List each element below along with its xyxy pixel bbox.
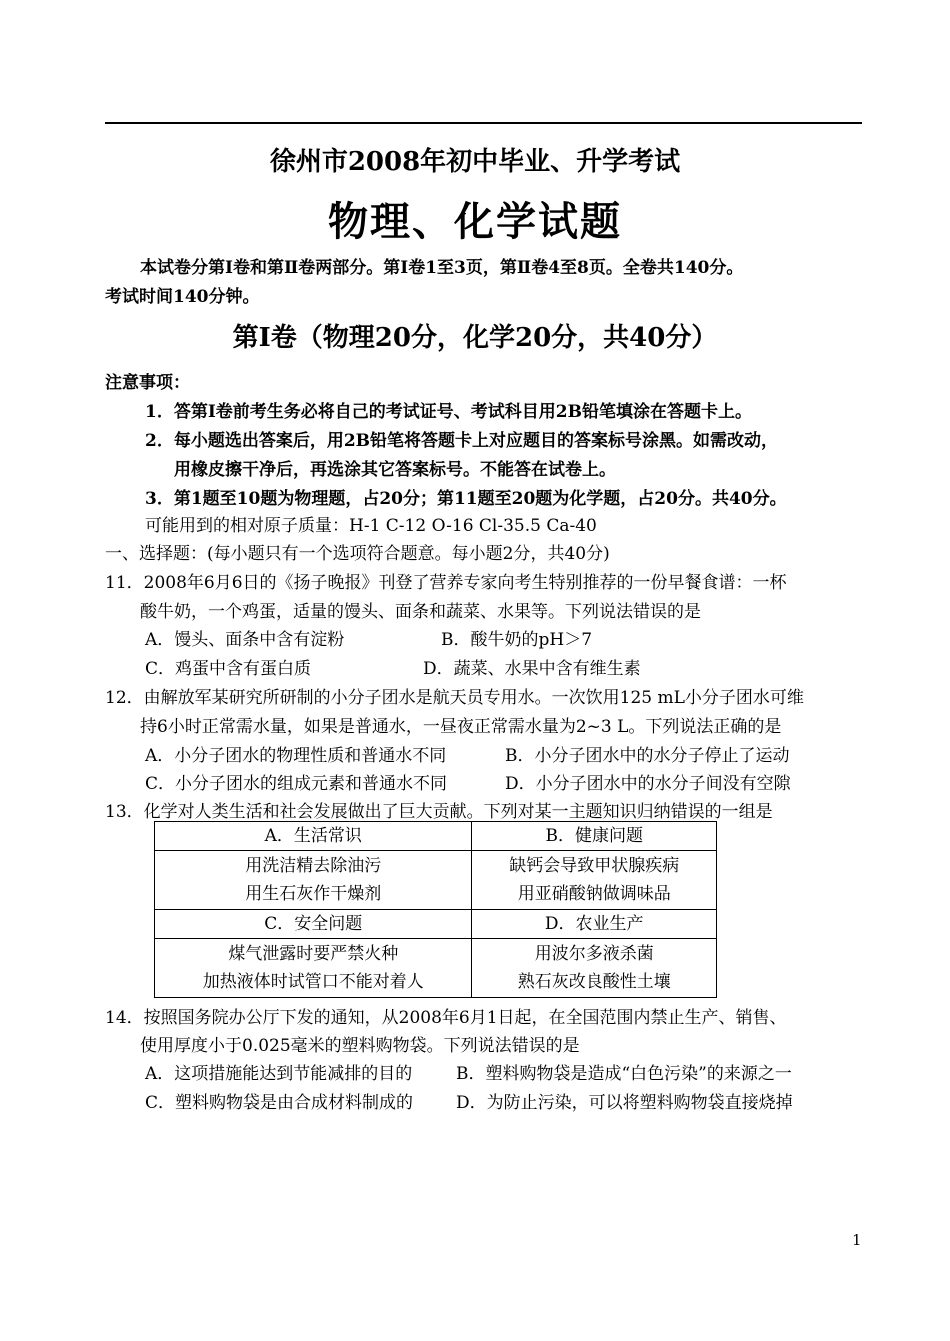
- notes-heading: 注意事项：: [105, 373, 190, 393]
- q12-stem-line-2: 持6小时正常需水量，如果是普通水，一昼夜正常需水量为2~3 L。下列说法正确的是: [140, 717, 782, 737]
- exam-title: 徐州市2008年初中毕业、升学考试: [269, 147, 681, 177]
- q14-stem-line-2: 使用厚度小于0.025毫米的塑料购物袋。下列说法错误的是: [140, 1036, 580, 1056]
- q11-option-c: C．鸡蛋中含有蛋白质: [145, 659, 312, 679]
- q11-stem-line-2: 酸牛奶，一个鸡蛋，适量的馒头、面条和蔬菜、水果等。下列说法错误的是: [140, 602, 701, 622]
- q13-stem: 13．化学对人类生活和社会发展做出了巨大贡献。下列对某一主题知识归纳错误的一组是: [105, 802, 773, 822]
- table-b-line-2: 用亚硝酸钠做调味品: [517, 884, 671, 904]
- intro-line-2: 考试时间140分钟。: [105, 287, 260, 307]
- part-1-heading: 一、选择题：(每小题只有一个选项符合题意。每小题2分，共40分): [105, 544, 610, 564]
- q12-stem-line-1: 12．由解放军某研究所研制的小分子团水是航天员专用水。一次饮用125 mL小分子团水可维: [105, 688, 804, 708]
- q12-option-d: D．小分子团水中的水分子间没有空隙: [505, 774, 791, 794]
- table-d-line-1: 用波尔多液杀菌: [534, 944, 654, 964]
- q14-option-b: B．塑料购物袋是造成“白色污染”的来源之一: [456, 1064, 792, 1084]
- section-1-title: 第Ⅰ卷（物理20分，化学20分，共40分）: [232, 323, 718, 353]
- q11-stem-line-1: 11．2008年6月6日的《扬子晚报》刊登了营养专家向考生特别推荐的一份早餐食谱：一杯: [105, 573, 787, 593]
- table-b-line-1: 缺钙会导致甲状腺疾病: [509, 856, 680, 876]
- intro-line-1: 本试卷分第Ⅰ卷和第Ⅱ卷两部分。第Ⅰ卷1至3页，第Ⅱ卷4至8页。全卷共140分。: [140, 258, 744, 278]
- q14-option-c: C．塑料购物袋是由合成材料制成的: [145, 1093, 414, 1113]
- q12-option-b: B．小分子团水中的水分子停止了运动: [505, 746, 790, 766]
- table-cell-b-body: [472, 851, 717, 910]
- table-cell-c-body: [155, 939, 472, 998]
- table-c-line-2: 加热液体时试管口不能对着人: [202, 972, 424, 992]
- q14-option-a: A．这项措施能达到节能减排的目的: [145, 1064, 413, 1084]
- atomic-mass-list: 可能用到的相对原子质量：H-1 C-12 O-16 Cl-35.5 Ca-40: [145, 516, 597, 536]
- note-item-2-line-1: 2．每小题选出答案后，用2B铅笔将答题卡上对应题目的答案标号涂黑。如需改动，: [145, 431, 779, 451]
- q12-option-a: A．小分子团水的物理性质和普通水不同: [145, 746, 447, 766]
- page-number: 1: [852, 1231, 862, 1249]
- q11-option-d: D．蔬菜、水果中含有维生素: [423, 659, 641, 679]
- table-c-line-1: 煤气泄露时要严禁火种: [228, 944, 399, 964]
- top-rule: [105, 122, 862, 124]
- q12-option-c: C．小分子团水的组成元素和普通水不同: [145, 774, 448, 794]
- q11-option-b: B．酸牛奶的pH＞7: [441, 630, 593, 650]
- note-item-1: 1．答第Ⅰ卷前考生务必将自己的考试证号、考试科目用2B铅笔填涂在答题卡上。: [145, 402, 752, 422]
- table-a-line-2: 用生石灰作干燥剂: [245, 884, 382, 904]
- q11-option-a: A．馒头、面条中含有淀粉: [145, 630, 345, 650]
- table-cell-b-header: B．健康问题: [472, 822, 717, 851]
- table-cell-c-header: C．安全问题: [155, 910, 472, 939]
- table-cell-a-body: [155, 851, 472, 910]
- note-item-3: 3．第1题至10题为物理题，占20分；第11题至20题为化学题，占20分。共40分。: [145, 489, 787, 509]
- q14-option-d: D．为防止污染，可以将塑料购物袋直接烧掉: [456, 1093, 793, 1113]
- table-cell-d-body: [472, 939, 717, 998]
- q14-stem-line-1: 14．按照国务院办公厅下发的通知，从2008年6月1日起，在全国范围内禁止生产、销售、: [105, 1008, 787, 1028]
- table-cell-a-header: A．生活常识: [155, 822, 472, 851]
- table-cell-d-header: D．农业生产: [472, 910, 717, 939]
- q13-knowledge-table: [154, 821, 717, 998]
- table-d-line-2: 熟石灰改良酸性土壤: [517, 972, 671, 992]
- note-item-2-line-2: 用橡皮擦干净后，再选涂其它答案标号。不能答在试卷上。: [174, 460, 616, 480]
- table-a-line-1: 用洗洁精去除油污: [245, 856, 382, 876]
- paper-title: 物理、化学试题: [328, 198, 622, 245]
